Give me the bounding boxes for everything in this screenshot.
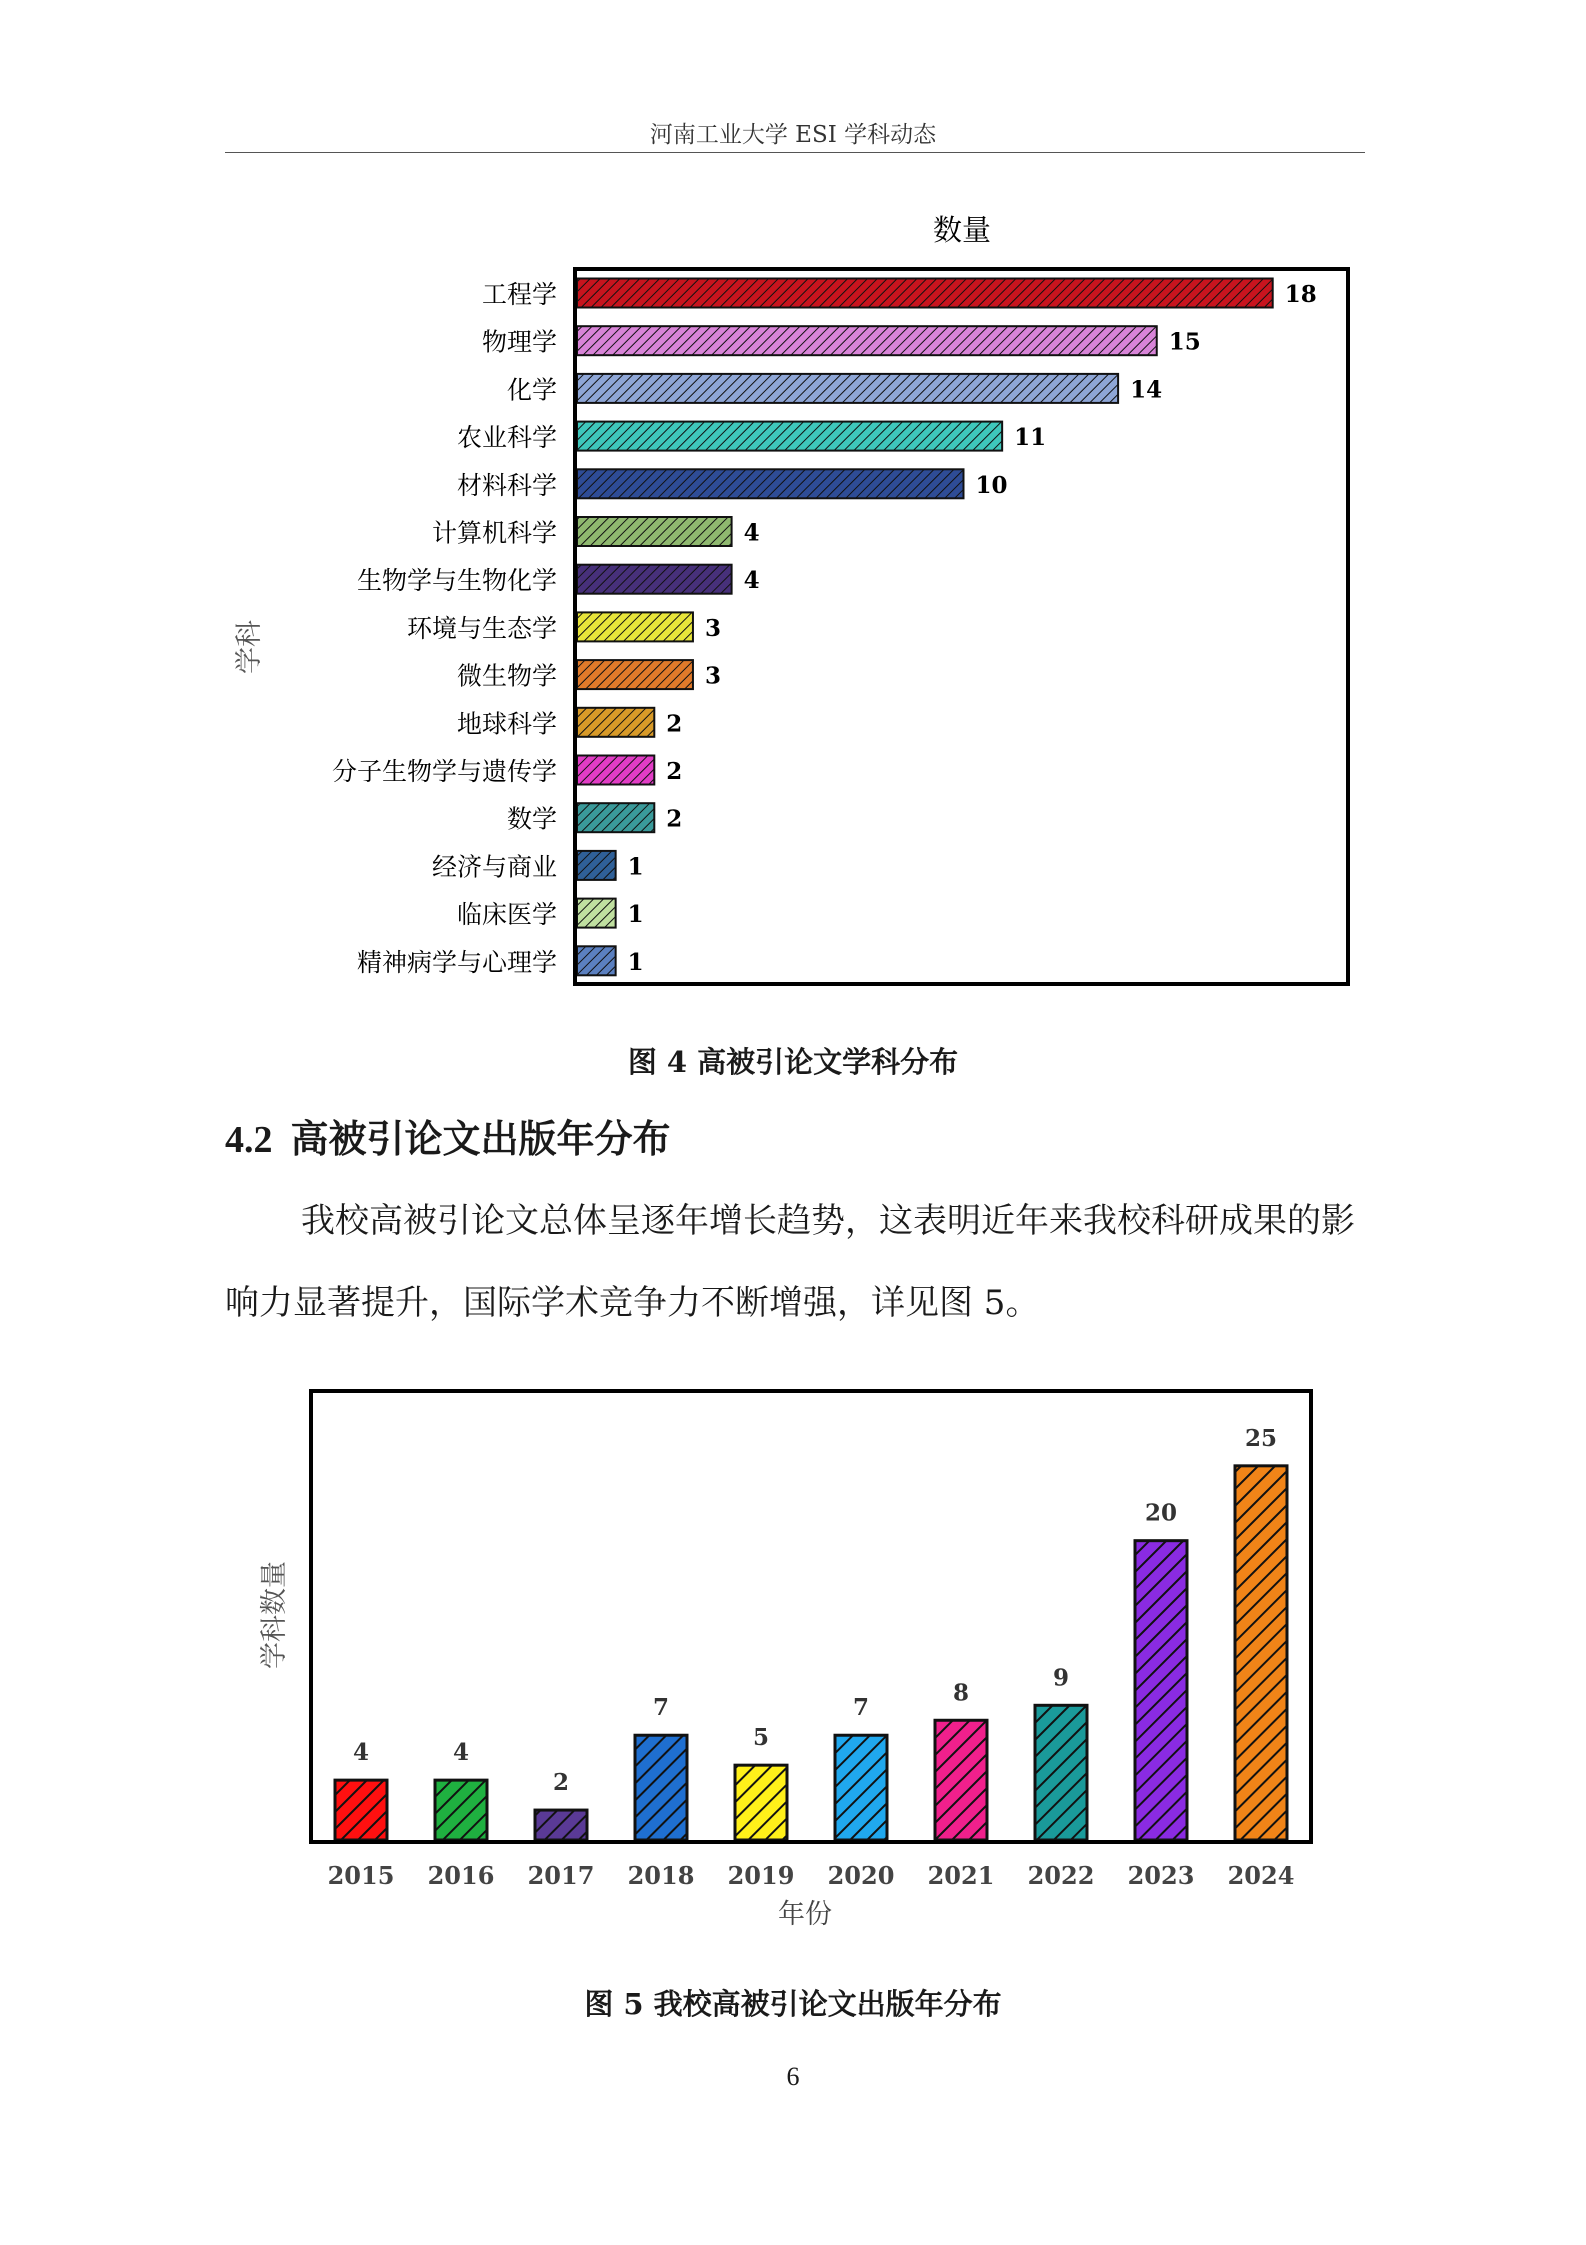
figure5-bar — [535, 1810, 587, 1840]
figure4-value-label: 3 — [704, 614, 721, 642]
figure4-bar — [577, 374, 1118, 403]
figure4-category-label: 数学 — [506, 804, 557, 834]
figure5-year-label: 2021 — [927, 1861, 995, 1890]
figure5-year-label: 2019 — [727, 1861, 795, 1890]
figure4-bar — [577, 612, 693, 641]
section-number: 4.2 — [225, 1119, 273, 1161]
figure4-bar — [577, 279, 1273, 308]
figure4-bar — [577, 708, 654, 737]
figure4-value-label: 14 — [1130, 376, 1163, 404]
page-number: 6 — [786, 2062, 800, 2091]
figure4-chart — [0, 195, 1586, 1005]
figure5-bar — [635, 1735, 687, 1840]
figure4-value-label: 2 — [666, 710, 683, 738]
figure4-bar — [577, 946, 616, 975]
figure4-category-label: 地球科学 — [456, 709, 557, 739]
figure5-year-label: 2015 — [327, 1861, 395, 1890]
figure4-bar — [577, 851, 616, 880]
figure4-category-label: 分子生物学与遗传学 — [331, 757, 557, 786]
figure5-year-label: 2020 — [827, 1861, 895, 1890]
figure4-category-label: 工程学 — [481, 280, 557, 309]
figure4-value-label: 15 — [1168, 328, 1201, 356]
figure4-category-label: 物理学 — [481, 327, 557, 357]
figure4-value-label: 2 — [666, 758, 683, 785]
paragraph-text: 我校高被引论文总体呈逐年增长趋势，这表明近年来我校科研成果的影响力显著提升，国际学术竞争力不断增强，详见图 5。 — [225, 1201, 1355, 1323]
figure4-value-label: 18 — [1284, 281, 1317, 308]
figure5-axis-title-year: 年份 — [778, 1899, 832, 1930]
figure5-bar — [735, 1765, 787, 1840]
figure4-category-label: 微生物学 — [456, 661, 557, 691]
figure5-chart — [0, 1365, 1586, 1945]
figure5-bar — [935, 1720, 987, 1840]
header-rule — [225, 152, 1365, 153]
figure4-value-label: 1 — [627, 853, 644, 881]
figure5-axis-title-count: 学科数量 — [259, 1561, 290, 1669]
figure4-category-label: 农业科学 — [456, 423, 557, 453]
figure5-value-label: 2 — [552, 1769, 570, 1797]
figure5-bar — [1035, 1705, 1087, 1840]
figure4-value-label: 1 — [627, 901, 644, 929]
figure4-value-label: 1 — [627, 948, 644, 976]
figure4-bar — [577, 422, 1002, 451]
figure5-year-label: 2024 — [1227, 1861, 1295, 1890]
figure5-value-label: 25 — [1244, 1424, 1278, 1452]
figure5-value-label: 8 — [952, 1679, 970, 1707]
figure5-value-label: 7 — [652, 1694, 670, 1722]
figure4-axis-title-subject: 学科 — [234, 620, 265, 674]
body-paragraph — [225, 1180, 1365, 1344]
figure5-value-label: 5 — [752, 1724, 770, 1752]
figure4-category-label: 计算机科学 — [431, 518, 557, 548]
figure5-bar — [335, 1780, 387, 1840]
figure5-year-label: 2023 — [1127, 1861, 1195, 1890]
figure5-year-label: 2022 — [1027, 1861, 1095, 1890]
figure4-bar — [577, 517, 732, 546]
page-header: 河南工业大学 ESI 学科动态 — [649, 122, 937, 148]
figure4-category-label: 材料科学 — [456, 470, 557, 500]
figure4-category-label: 化学 — [506, 375, 557, 405]
figure5-year-label: 2016 — [427, 1861, 495, 1890]
figure5-caption: 图 5 我校高被引论文出版年分布 — [584, 1987, 1002, 2021]
figure4-bar — [577, 660, 693, 689]
figure4-bar — [577, 565, 732, 594]
figure5-value-label: 7 — [852, 1694, 870, 1722]
figure4-value-label: 2 — [666, 805, 683, 833]
figure4-bar — [577, 326, 1157, 355]
figure4-axis-title-count: 数量 — [932, 213, 992, 247]
figure4-value-label: 10 — [975, 471, 1008, 499]
figure5-value-label: 9 — [1052, 1664, 1070, 1692]
section-title: 高被引论文出版年分布 — [290, 1116, 671, 1161]
figure4-category-label: 环境与生态学 — [406, 613, 557, 643]
figure4-bar — [577, 469, 964, 498]
section-heading — [225, 1108, 671, 1163]
figure4-caption: 图 4 高被引论文学科分布 — [627, 1045, 959, 1079]
figure4-value-label: 11 — [1014, 424, 1047, 452]
figure4-category-label: 生物学与生物化学 — [356, 566, 557, 596]
figure4-value-label: 3 — [704, 662, 721, 690]
figure4-category-label: 精神病学与心理学 — [356, 947, 557, 977]
figure4-category-label: 临床医学 — [456, 900, 557, 930]
figure4-category-label: 经济与商业 — [431, 852, 557, 882]
figure4-value-label: 4 — [743, 567, 760, 595]
figure5-value-label: 20 — [1144, 1499, 1178, 1527]
figure5-bar — [1235, 1466, 1287, 1840]
figure5-year-label: 2017 — [527, 1861, 595, 1890]
figure5-value-label: 4 — [452, 1739, 470, 1767]
figure4-bar — [577, 803, 654, 832]
figure5-bar — [435, 1780, 487, 1840]
figure4-value-label: 4 — [743, 519, 760, 547]
figure5-value-label: 4 — [352, 1739, 370, 1767]
figure5-bar — [1135, 1541, 1187, 1840]
figure5-year-label: 2018 — [627, 1861, 695, 1890]
figure5-bar — [835, 1735, 887, 1840]
figure4-bar — [577, 899, 616, 928]
figure4-bar — [577, 756, 654, 785]
